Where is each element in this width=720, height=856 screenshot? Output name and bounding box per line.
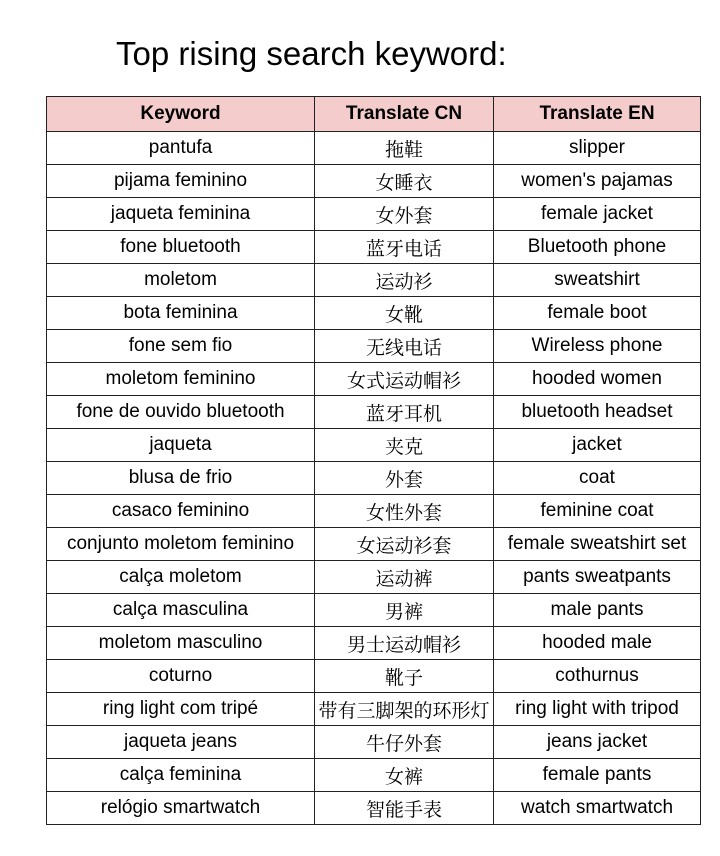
keyword-cell: jaqueta [47,429,315,462]
translate-en-cell: female jacket [494,198,701,231]
keyword-cell: relógio smartwatch [47,792,315,825]
translate-en-cell: watch smartwatch [494,792,701,825]
keyword-table [46,96,701,825]
translate-en-cell: female sweatshirt set [494,528,701,561]
keyword-cell: calça masculina [47,594,315,627]
keyword-cell: calça feminina [47,759,315,792]
keyword-cell: pantufa [47,132,315,165]
keyword-cell: jaqueta jeans [47,726,315,759]
keyword-cell: fone bluetooth [47,231,315,264]
table-row [47,231,701,264]
translate-en-cell: hooded women [494,363,701,396]
translate-cn-cell: 运动裤 [315,561,494,594]
translate-cn-cell: 男裤 [315,594,494,627]
table-row [47,198,701,231]
header-translate-cn: Translate CN [315,97,494,132]
table-row [47,561,701,594]
keyword-cell: fone de ouvido bluetooth [47,396,315,429]
table-row [47,165,701,198]
translate-en-cell: sweatshirt [494,264,701,297]
table-row [47,693,701,726]
page-title: Top rising search keyword: [116,35,507,72]
keyword-cell: moletom feminino [47,363,315,396]
translate-cn-cell: 蓝牙电话 [315,231,494,264]
keyword-cell: jaqueta feminina [47,198,315,231]
table-row [47,594,701,627]
translate-en-cell: pants sweatpants [494,561,701,594]
keyword-cell: casaco feminino [47,495,315,528]
translate-en-cell: Wireless phone [494,330,701,363]
translate-cn-cell: 带有三脚架的环形灯 [315,693,494,726]
keyword-cell: fone sem fio [47,330,315,363]
table-row [47,627,701,660]
table-row [47,792,701,825]
translate-cn-cell: 拖鞋 [315,132,494,165]
translate-en-cell: women's pajamas [494,165,701,198]
translate-cn-cell: 夹克 [315,429,494,462]
translate-en-cell: ring light with tripod [494,693,701,726]
table-header-row [47,97,701,132]
translate-cn-cell: 女靴 [315,297,494,330]
keyword-cell: bota feminina [47,297,315,330]
translate-cn-cell: 女裤 [315,759,494,792]
table-row [47,297,701,330]
header-keyword: Keyword [47,97,315,132]
translate-cn-cell: 靴子 [315,660,494,693]
keyword-cell: conjunto moletom feminino [47,528,315,561]
translate-cn-cell: 女运动衫套 [315,528,494,561]
translate-en-cell: slipper [494,132,701,165]
translate-en-cell: Bluetooth phone [494,231,701,264]
keyword-cell: moletom masculino [47,627,315,660]
translate-cn-cell: 女式运动帽衫 [315,363,494,396]
translate-en-cell: cothurnus [494,660,701,693]
translate-en-cell: female boot [494,297,701,330]
translate-en-cell: bluetooth headset [494,396,701,429]
translate-cn-cell: 男士运动帽衫 [315,627,494,660]
table-row [47,726,701,759]
keyword-cell: calça moletom [47,561,315,594]
keyword-cell: blusa de frio [47,462,315,495]
translate-cn-cell: 蓝牙耳机 [315,396,494,429]
translate-cn-cell: 无线电话 [315,330,494,363]
translate-cn-cell: 牛仔外套 [315,726,494,759]
keyword-cell: ring light com tripé [47,693,315,726]
table-row [47,330,701,363]
translate-en-cell: female pants [494,759,701,792]
table-row [47,363,701,396]
table-row [47,660,701,693]
table-row [47,264,701,297]
translate-cn-cell: 女性外套 [315,495,494,528]
translate-cn-cell: 外套 [315,462,494,495]
table-row [47,396,701,429]
translate-en-cell: jeans jacket [494,726,701,759]
translate-en-cell: hooded male [494,627,701,660]
keyword-cell: moletom [47,264,315,297]
table-row [47,759,701,792]
translate-en-cell: jacket [494,429,701,462]
translate-en-cell: feminine coat [494,495,701,528]
table-row [47,429,701,462]
translate-cn-cell: 智能手表 [315,792,494,825]
translate-cn-cell: 女睡衣 [315,165,494,198]
header-translate-en: Translate EN [494,97,701,132]
keyword-cell: coturno [47,660,315,693]
translate-en-cell: coat [494,462,701,495]
translate-cn-cell: 运动衫 [315,264,494,297]
table-row [47,462,701,495]
table-row [47,495,701,528]
translate-en-cell: male pants [494,594,701,627]
translate-cn-cell: 女外套 [315,198,494,231]
table-row [47,528,701,561]
table-row [47,132,701,165]
keyword-cell: pijama feminino [47,165,315,198]
